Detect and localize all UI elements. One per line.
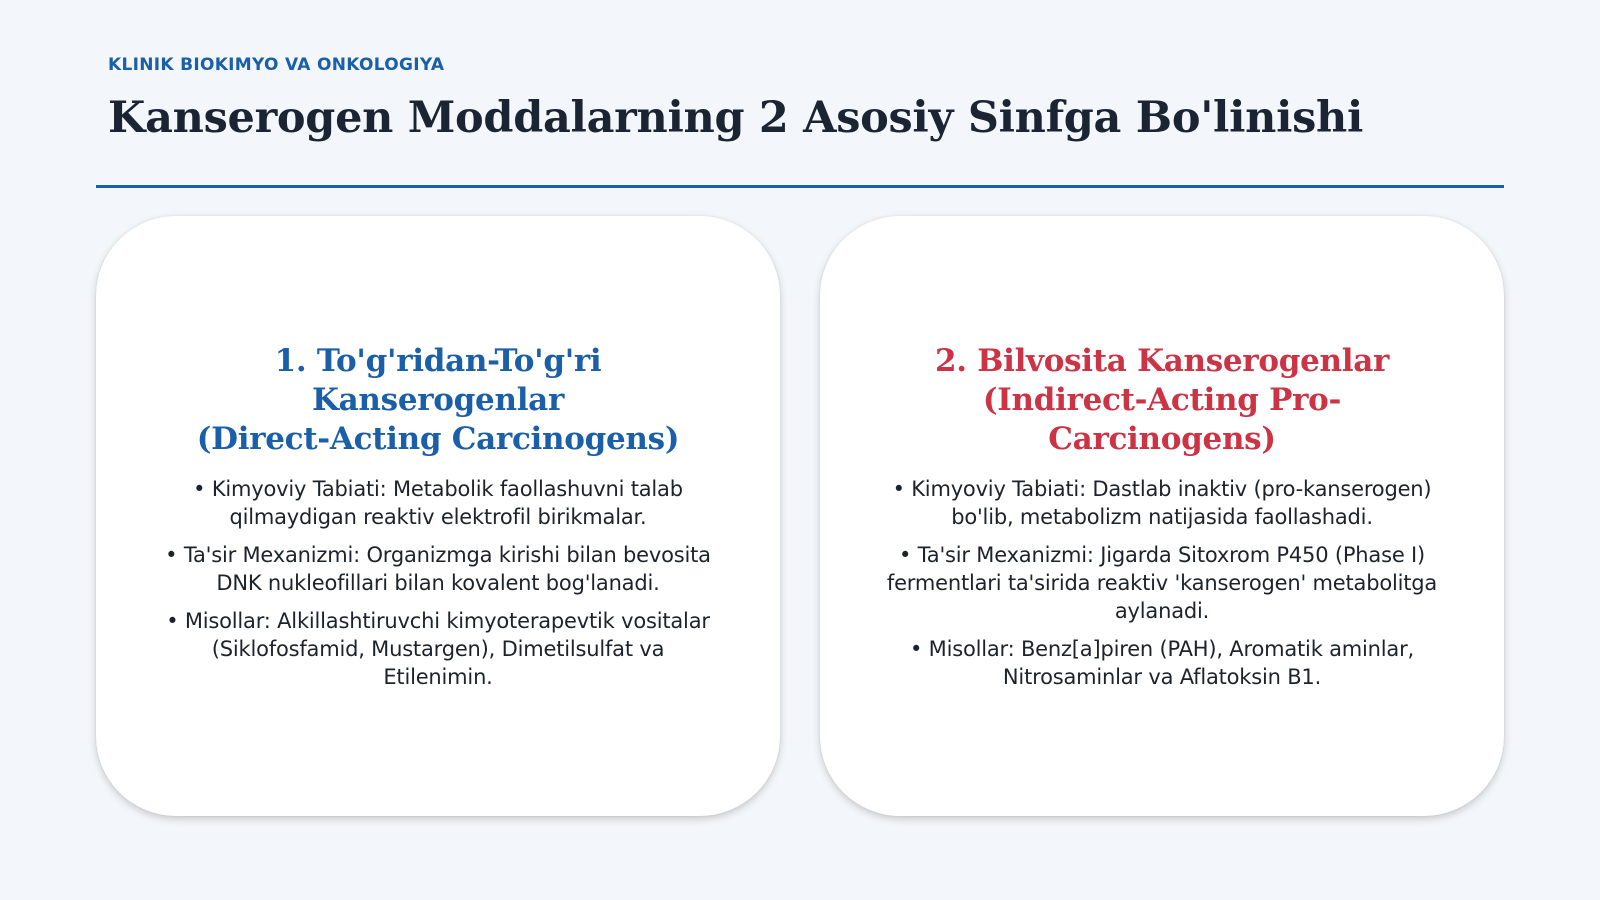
slide-eyebrow: KLINIK BIOKIMYO VA ONKOLOGIYA [108, 55, 445, 75]
bullet-item: • Misollar: Alkillashtiruvchi kimyoterapevtik vositalar (Siklofosfamid, Mustargen), Dimetilsulfat va Etilenimin. [166, 608, 710, 689]
title-divider [96, 185, 1504, 188]
bullet-item: • Misollar: Benz[a]piren (PAH), Aromatik aminlar, Nitrosaminlar va Aflatoksin B1. [909, 636, 1415, 689]
card-title [156, 342, 720, 459]
bullet-list [156, 475, 720, 691]
bullet-list [880, 475, 1444, 691]
card-indirect-acting [820, 216, 1504, 816]
card-title-line1: 2. Bilvosita Kanserogenlar [934, 342, 1390, 379]
card-title-line1: 1. To'g'ridan-To'g'ri Kanserogenlar [274, 342, 602, 418]
slide-title: Kanserogen Moddalarning 2 Asosiy Sinfga Bo'linishi [108, 93, 1364, 143]
bullet-item: • Ta'sir Mexanizmi: Organizmga kirishi bilan bevosita DNK nukleofillari bilan kovalent bog'lanadi. [165, 542, 711, 595]
card-title-line2: (Direct-Acting Carcinogens) [196, 420, 680, 457]
bullet-item: • Ta'sir Mexanizmi: Jigarda Sitoxrom P450 (Phase I) fermentlari ta'sirida reaktiv 'kanserogen' metabolitga aylanadi. [886, 542, 1438, 623]
card-direct-acting [96, 216, 780, 816]
card-title-line2: (Indirect-Acting Pro-Carcinogens) [982, 381, 1342, 457]
card-title [880, 342, 1444, 459]
bullet-item: • Kimyoviy Tabiati: Metabolik faollashuvni talab qilmaydigan reaktiv elektrofil birikmalar. [193, 476, 683, 529]
bullet-item: • Kimyoviy Tabiati: Dastlab inaktiv (pro-kanserogen) bo'lib, metabolizm natijasida faollashadi. [892, 476, 1432, 529]
